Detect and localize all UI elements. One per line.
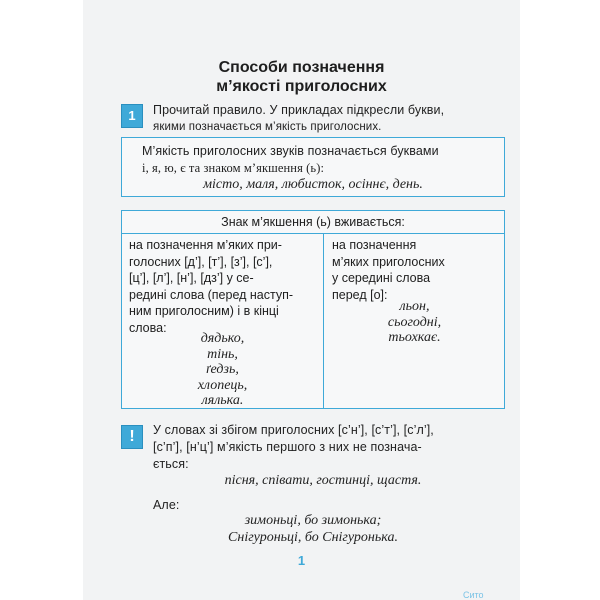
right-example: тьохкає.	[388, 330, 441, 345]
page-title	[83, 58, 520, 96]
right-example: сьогодні,	[387, 314, 442, 330]
left-example: ґедзь,	[206, 362, 239, 377]
title-line-1: Способи позначення	[218, 59, 385, 76]
corner-watermark: Сито	[463, 590, 484, 600]
left-line: слова:	[129, 320, 167, 335]
note-line-3: ється:	[153, 457, 189, 471]
table-left-cell	[129, 237, 319, 336]
right-line: перед [о]:	[332, 287, 388, 302]
title-line-2: м’якості приголосних	[216, 78, 387, 95]
but-examples	[143, 512, 483, 546]
note-line-1: У словах зі збігом приголосних [с’н’], [с’т’], [с’л’],	[153, 423, 434, 437]
exercise-number-badge: 1	[121, 104, 143, 128]
usage-table	[121, 210, 505, 409]
page-number: 1	[297, 553, 306, 568]
note-line-2: [с’п’], [н’ц’] м’якість першого з них не познача-	[153, 440, 422, 454]
instruction-line-2: якими позначається м’якість приголосних.	[153, 121, 382, 133]
rule-line-1: М’якість приголосних звуків позначається буквами	[142, 144, 439, 158]
table-right-examples	[323, 299, 506, 346]
right-example: льон,	[399, 299, 430, 314]
left-example: тінь,	[207, 346, 238, 362]
table-header: Знак м’якшення (ь) вживається:	[122, 211, 504, 234]
table-right-cell	[332, 237, 502, 303]
textbook-page	[83, 0, 520, 600]
left-line: голосних [д’], [т’], [з’], [с’],	[129, 254, 273, 269]
right-line: у середині слова	[332, 271, 431, 285]
left-line: [ц’], [л’], [н’], [дз’] у се-	[129, 271, 254, 285]
right-line: м’яких приголосних	[332, 254, 445, 269]
left-example: лялька.	[201, 393, 244, 408]
rule-examples-text: місто, маля, любисток, осіннє, день.	[203, 177, 423, 192]
rule-box	[121, 137, 505, 197]
instruction-line-1: Прочитай правило. У прикладах підкресли букви,	[153, 103, 445, 117]
left-line: редині слова (перед наступ-	[129, 287, 294, 302]
left-line: ним приголосним) і в кінці	[129, 304, 279, 318]
but-line-2: Снігуроньці, бо Снігуронька.	[228, 530, 398, 545]
but-label: Але:	[153, 498, 180, 512]
table-left-examples	[122, 331, 323, 409]
right-line: на позначення	[332, 238, 417, 252]
note-examples: пісня, співати, гостинці, щастя.	[224, 473, 422, 488]
left-line: на позначення м’яких при-	[129, 238, 282, 252]
note-text	[153, 422, 513, 473]
exercise-instruction	[153, 102, 508, 136]
rule-line-2: і, я, ю, є та знаком м’якшення (ь):	[142, 161, 325, 175]
left-example: дядько,	[200, 331, 245, 346]
but-line-1: зимоньці, бо зимонька;	[244, 513, 382, 528]
attention-icon: !	[121, 425, 143, 449]
left-example: хлопець,	[197, 377, 248, 393]
rule-examples	[122, 177, 504, 193]
